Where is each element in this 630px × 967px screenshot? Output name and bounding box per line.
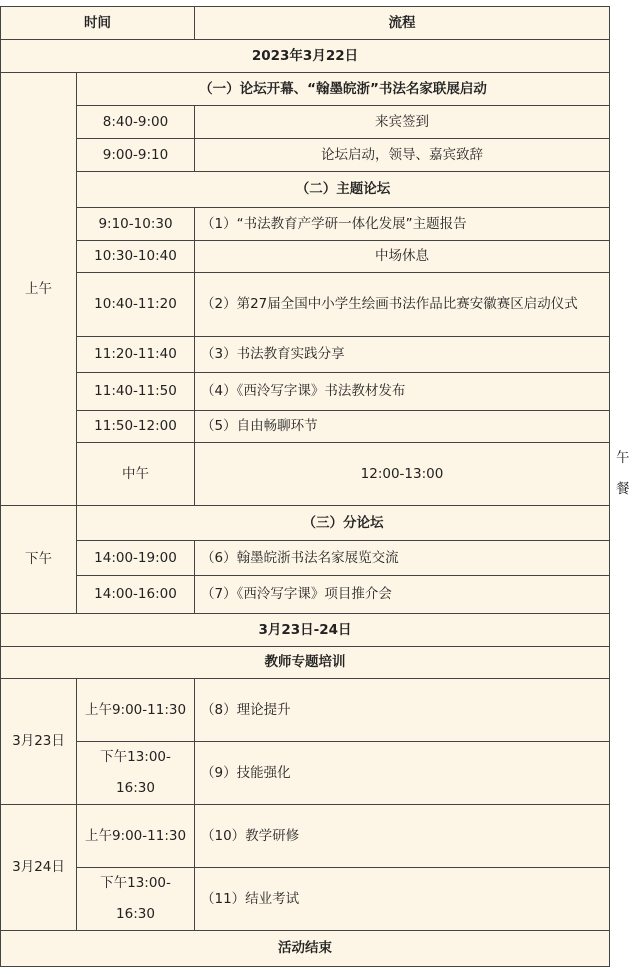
noon-label: 中午 [77, 443, 195, 506]
table-row [1, 411, 610, 443]
table-row [1, 208, 610, 241]
table-row [1, 805, 610, 868]
row-time: 14:00-19:00 [77, 541, 195, 576]
day2-date: 3月23日-24日 [1, 614, 610, 647]
row-item: （5）自由畅聊环节 [195, 411, 610, 443]
table-row [1, 868, 610, 931]
header-process: 流程 [195, 7, 610, 40]
row-item: （2）第27届全国中小学生绘画书法作品比赛安徽赛区启动仪式 [195, 273, 610, 337]
date-row [1, 614, 610, 647]
row-item: 论坛启动，领导、嘉宾致辞 [195, 139, 610, 172]
table-row [1, 576, 610, 614]
table-row: 中午 12:00-13:00 午餐 [1, 443, 610, 506]
row-time: 11:50-12:00 [77, 411, 195, 443]
row-item: （4）《西泠写字课》书法教材发布 [195, 373, 610, 411]
table-row [1, 139, 610, 172]
table-row [1, 337, 610, 373]
subtitle-row [1, 647, 610, 679]
row-time: 8:40-9:00 [77, 106, 195, 139]
row-time: 9:00-9:10 [77, 139, 195, 172]
row-item: （3）书法教育实践分享 [195, 337, 610, 373]
event-end: 活动结束 [1, 931, 610, 967]
header-time: 时间 [1, 7, 195, 40]
table-row [1, 273, 610, 337]
row-item: （1）“书法教育产学研一体化发展”主题报告 [195, 208, 610, 241]
day1-date: 2023年3月22日 [1, 40, 610, 73]
row-time: 上午9:00-11:30 [77, 679, 195, 742]
table-row [1, 742, 610, 805]
row-time: 下午13:00-16:30 [77, 868, 195, 931]
row-time: 10:40-11:20 [77, 273, 195, 337]
table-row [1, 541, 610, 576]
section-row [1, 506, 610, 541]
section-3-title: （三）分论坛 [77, 506, 610, 541]
section-row [1, 73, 610, 106]
date-row [1, 40, 610, 73]
section-2-title: （二）主题论坛 [77, 172, 610, 208]
table-row [1, 373, 610, 411]
table-row [1, 679, 610, 742]
day2-subtitle: 教师专题培训 [1, 647, 610, 679]
training-day: 3月24日 [1, 805, 77, 931]
row-time: 11:40-11:50 [77, 373, 195, 411]
row-item: （9）技能强化 [195, 742, 610, 805]
row-item: 来宾签到 [195, 106, 610, 139]
row-time: 14:00-16:00 [77, 576, 195, 614]
row-time: 下午13:00-16:30 [77, 742, 195, 805]
section-row [1, 172, 610, 208]
row-item: （11）结业考试 [195, 868, 610, 931]
row-item: （6）翰墨皖浙书法名家展览交流 [195, 541, 610, 576]
footer-row [1, 931, 610, 967]
header-row [1, 7, 610, 40]
row-time: 上午9:00-11:30 [77, 805, 195, 868]
section-1-title: （一）论坛开幕、“翰墨皖浙”书法名家联展启动 [77, 73, 610, 106]
schedule-table [0, 6, 630, 967]
row-time: 12:00-13:00 [195, 443, 610, 506]
row-item: （7）《西泠写字课》项目推介会 [195, 576, 610, 614]
table-row [1, 241, 610, 273]
row-item: 中场休息 [195, 241, 610, 273]
afternoon-label: 下午 [1, 506, 77, 614]
morning-label: 上午 [1, 73, 77, 506]
row-item: （8）理论提升 [195, 679, 610, 742]
row-time: 9:10-10:30 [77, 208, 195, 241]
row-time: 11:20-11:40 [77, 337, 195, 373]
training-day: 3月23日 [1, 679, 77, 805]
row-time: 10:30-10:40 [77, 241, 195, 273]
table-row [1, 106, 610, 139]
row-item: （10）教学研修 [195, 805, 610, 868]
